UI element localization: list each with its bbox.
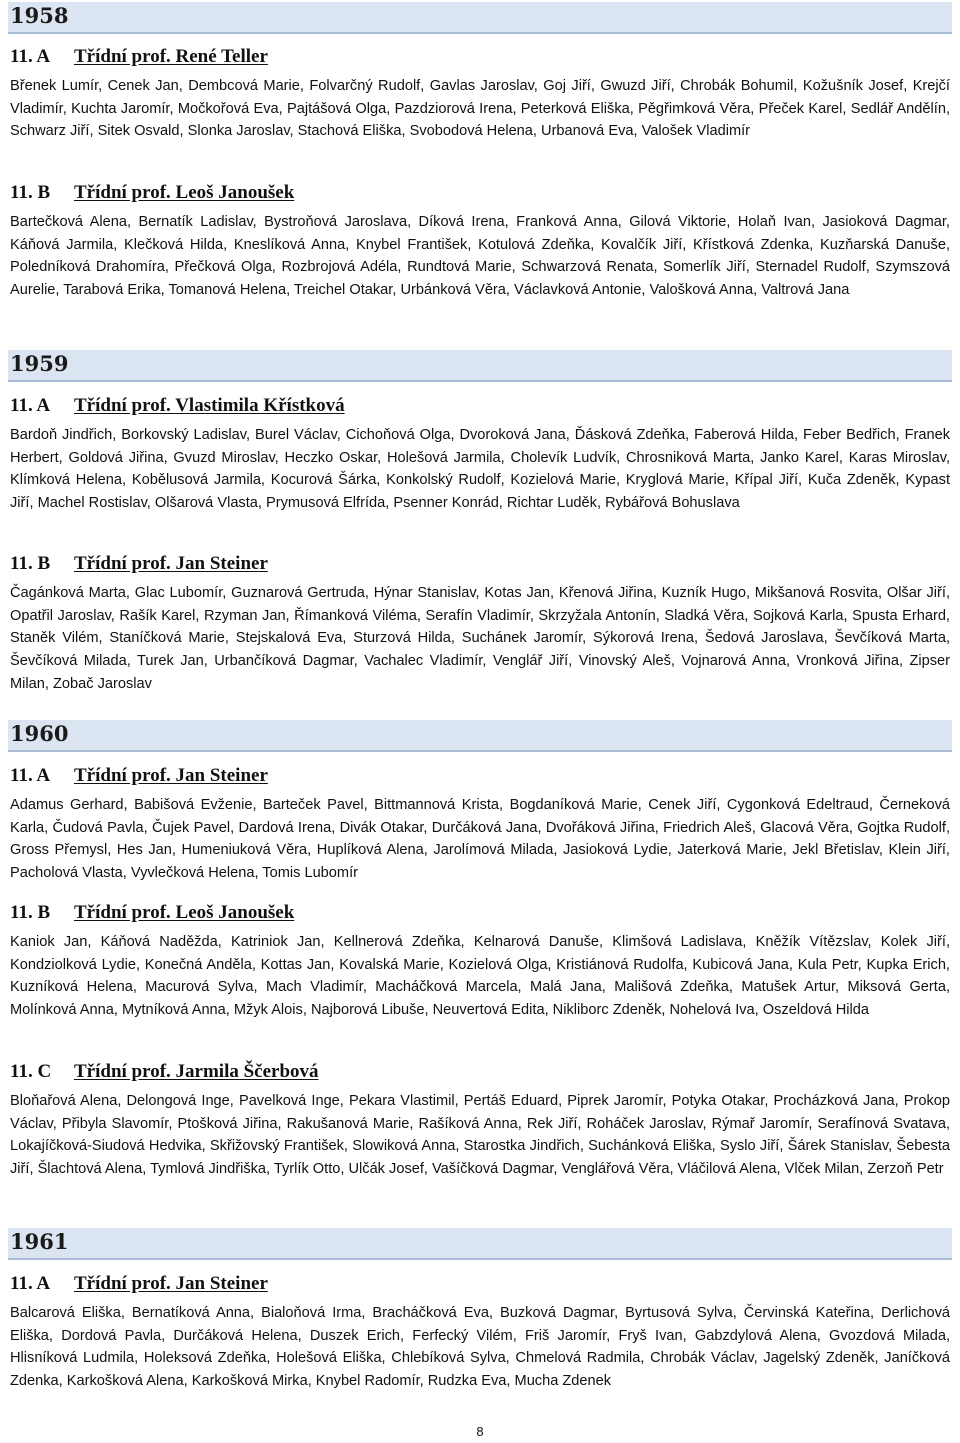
class-teacher: Třídní prof. Jan Steiner: [74, 553, 268, 574]
student-list: Bardoň Jindřich, Borkovský Ladislav, Burel Václav, Cichoňová Olga, Dvoroková Jana, Ďásková Zdeňka, Faberová Hilda, Feber Bedřich, Franek Herbert, Goldová Jiřina, Gvuzd Miroslav, Heczko Oskar, Holešová Jarmila, Cholevík Ludvík, Chrosniková Marta, Janko Karel, Karas Miroslav, Klímková Helena, Kobělusová Jarmila, Kocurová Šárka, Konkolský Rudolf, Kozielová Marie, Kryglová Marie, Křípal Jiří, Kuča Zdeněk, Kypast Jiří, Machel Rostislav, Olšarová Vlasta, Prymusová Elfrída, Psenner Konrád, Richtar Luděk, Rybářová Bohuslava: [10, 427, 950, 512]
class-teacher: Třídní prof. Vlastimila Křístková: [74, 395, 345, 416]
class-label: 11. A: [10, 765, 51, 786]
class-teacher: Třídní prof. Leoš Janoušek: [74, 902, 295, 923]
year-heading-bar: [8, 350, 952, 382]
year-section-1959: [0, 350, 960, 382]
year-section-1958: [0, 2, 960, 34]
year-heading-bar: [8, 2, 952, 34]
class-label: 11. B: [10, 902, 51, 923]
class-heading: [10, 552, 950, 576]
year-section-1960: [0, 720, 960, 752]
class-teacher: Třídní prof. Jarmila Ščerbová: [74, 1061, 319, 1082]
class-label: 11. A: [10, 395, 51, 416]
student-list: Bloňařová Alena, Delongová Inge, Pavelková Inge, Pekara Vlastimil, Pertáš Eduard, Piprek Jaromír, Potyka Otakar, Procházková Jana, Prokop Václav, Přibyla Slavomír, Ptošková Jiřina, Rakušanová Marie, Rašíková Anna, Rek Jiří, Roháček Jaroslav, Rýmař Jaromír, Serafínová Svatava, Lokajíčková-Siudová Hedvika, Skřižovský František, Slowiková Anna, Starostka Jindřich, Suchánková Eliška, Syslo Jiří, Šárek Stanislav, Šebesta Jiří, Šlachtová Alena, Tymlová Jindřiška, Tyrlík Otto, Ulčák Josef, Vašíčková Dagmar, Venglářová Věra, Vláčilová Alena, Vlček Milan, Zerzoň Petr: [10, 1093, 950, 1178]
class-heading: [10, 1272, 950, 1296]
student-list: Bartečková Alena, Bernatík Ladislav, Bystroňová Jaroslava, Díková Irena, Franková Anna, Gilová Viktorie, Holaň Ivan, Jasioková Dagmar, Káňová Jarmila, Klečková Hilda, Kneslíková Anna, Knybel František, Kotulová Zdeňka, Kovalčík Jiří, Křístková Zdenka, Kuzňarská Danuše, Poledníková Drahomíra, Přečková Olga, Rozbrojová Adéla, Rundtová Marie, Schwarzová Renata, Somerlík Jiří, Sternadel Rudolf, Szymszová Aurelie, Tarabová Erika, Tomanová Helena, Treichel Otakar, Urbánková Věra, Václavková Antonie, Valošková Anna, Valtrová Jana: [10, 214, 950, 299]
class-heading: [10, 394, 950, 418]
year-heading: 1961: [10, 1229, 69, 1254]
year-heading: 1960: [10, 721, 69, 746]
class-heading: [10, 1060, 950, 1084]
class-label: 11. B: [10, 553, 51, 574]
class-label: 11. B: [10, 182, 51, 203]
page-number: 8: [476, 1424, 484, 1439]
class-heading: [10, 764, 950, 788]
class-section-1960-b: [0, 901, 960, 1022]
class-section-1960-c: [0, 1060, 960, 1181]
class-section-1961-a: [0, 1272, 960, 1393]
class-label: 11. C: [10, 1061, 52, 1082]
year-section-1961: [0, 1228, 960, 1260]
class-teacher: Třídní prof. Jan Steiner: [74, 1273, 268, 1294]
class-teacher: Třídní prof. Leoš Janoušek: [74, 182, 295, 203]
class-teacher: Třídní prof. Jan Steiner: [74, 765, 268, 786]
student-list: Adamus Gerhard, Babišová Evženie, Barteček Pavel, Bittmannová Krista, Bogdaníková Marie, Cenek Jiří, Cygonková Edeltraud, Černeková Karla, Čudová Pavla, Čujek Pavel, Dardová Irena, Divák Otakar, Durčáková Jana, Dvořáková Jiřina, Friedrich Aleš, Glacová Věra, Gojtka Rudolf, Gross Přemysl, Hes Jan, Humeniuková Věra, Huplíková Alena, Jarolímová Milada, Jasioková Lydie, Jaterková Marie, Jekl Břetislav, Klein Jiří, Pacholová Vlasta, Vyvlečková Helena, Tomis Lubomír: [10, 797, 950, 882]
class-heading: [10, 901, 950, 925]
class-section-1959-a: [0, 394, 960, 515]
class-label: 11. A: [10, 1273, 51, 1294]
class-label: 11. A: [10, 46, 51, 67]
class-heading: [10, 45, 950, 69]
year-heading: 1959: [10, 351, 69, 376]
class-section-1958-a: [0, 45, 960, 143]
student-list: Čagánková Marta, Glac Lubomír, Guznarová Gertruda, Hýnar Stanislav, Kotas Jan, Křenová Jiřina, Kuzník Hugo, Mikšanová Rosvita, Olšar Jiří, Opatřil Jaroslav, Rašík Karel, Rzyman Jan, Římanková Viléma, Serafín Vladimír, Skrzyžala Antonín, Sladká Věra, Sojková Karla, Spusta Erhard, Staněk Vilém, Staníčková Marie, Stejskalová Eva, Sturzová Hilda, Suchánek Jaromír, Sýkorová Irena, Šedová Jaroslava, Ševčíková Marta, Ševčíková Milada, Turek Jan, Urbančíková Dagmar, Vachalec Vladimír, Venglář Jiří, Vinovský Aleš, Vojnarová Anna, Vronková Jiřina, Zipser Milan, Zobač Jaroslav: [10, 585, 950, 692]
class-heading: [10, 181, 950, 205]
class-section-1960-a: [0, 764, 960, 885]
class-section-1959-b: [0, 552, 960, 696]
year-heading-bar: [8, 1228, 952, 1260]
student-list: Břenek Lumír, Cenek Jan, Dembcová Marie, Folvarčný Rudolf, Gavlas Jaroslav, Goj Jiří, Gwuzd Jiří, Chrobák Bohumil, Kožušník Josef, Krejčí Vladimír, Kuchta Jaromír, Močkořová Eva, Pajtášová Olga, Pazdziorová Irena, Peterková Eliška, Pěgřimková Věra, Přeček Karel, Sedlář Andělín, Schwarz Jiří, Sitek Osvald, Slonka Jaroslav, Stachová Eliška, Svobodová Helena, Urbanová Eva, Valošek Vladimír: [10, 78, 950, 140]
student-list: Balcarová Eliška, Bernatíková Anna, Bialoňová Irma, Bracháčková Eva, Buzková Dagmar, Byrtusová Sylva, Červinská Kateřina, Derlichová Eliška, Dordová Pavla, Durčáková Helena, Duszek Erich, Ferfecký Vilém, Friš Jaromír, Fryš Ivan, Gabzdylová Alena, Gvozdová Milada, Hlisníková Ludmila, Holeksová Zdeňka, Holešová Eliška, Chlebíková Sylva, Chmelová Radmila, Chrobák Václav, Jagelský Zdeněk, Janíčková Zdenka, Karkošková Alena, Karkošková Mirka, Knybel Radomír, Rudzka Eva, Mucha Zdenek: [10, 1305, 950, 1390]
class-section-1958-b: [0, 181, 960, 302]
student-list: Kaniok Jan, Káňová Naděžda, Katriniok Jan, Kellnerová Zdeňka, Kelnarová Danuše, Klimšová Ladislava, Kněžík Vítězslav, Kolek Jiří, Kondziolková Lydie, Konečná Anděla, Kottas Jan, Kovalská Marie, Kozielová Olga, Kristiánová Rudolfa, Kubicová Jana, Kula Petr, Kupka Erich, Kuzníková Helena, Macurová Sylva, Mach Vladimír, Macháčková Marcela, Malá Jana, Mališová Zdeňka, Matušek Artur, Miksová Gerta, Molínková Anna, Mytníková Anna, Mžyk Alois, Najborová Libuše, Neuvertová Edita, Nikliborc Zdeněk, Nohelová Iva, Oszeldová Hilda: [10, 934, 950, 1019]
class-teacher: Třídní prof. René Teller: [74, 46, 268, 67]
year-heading-bar: [8, 720, 952, 752]
year-heading: 1958: [10, 3, 69, 28]
